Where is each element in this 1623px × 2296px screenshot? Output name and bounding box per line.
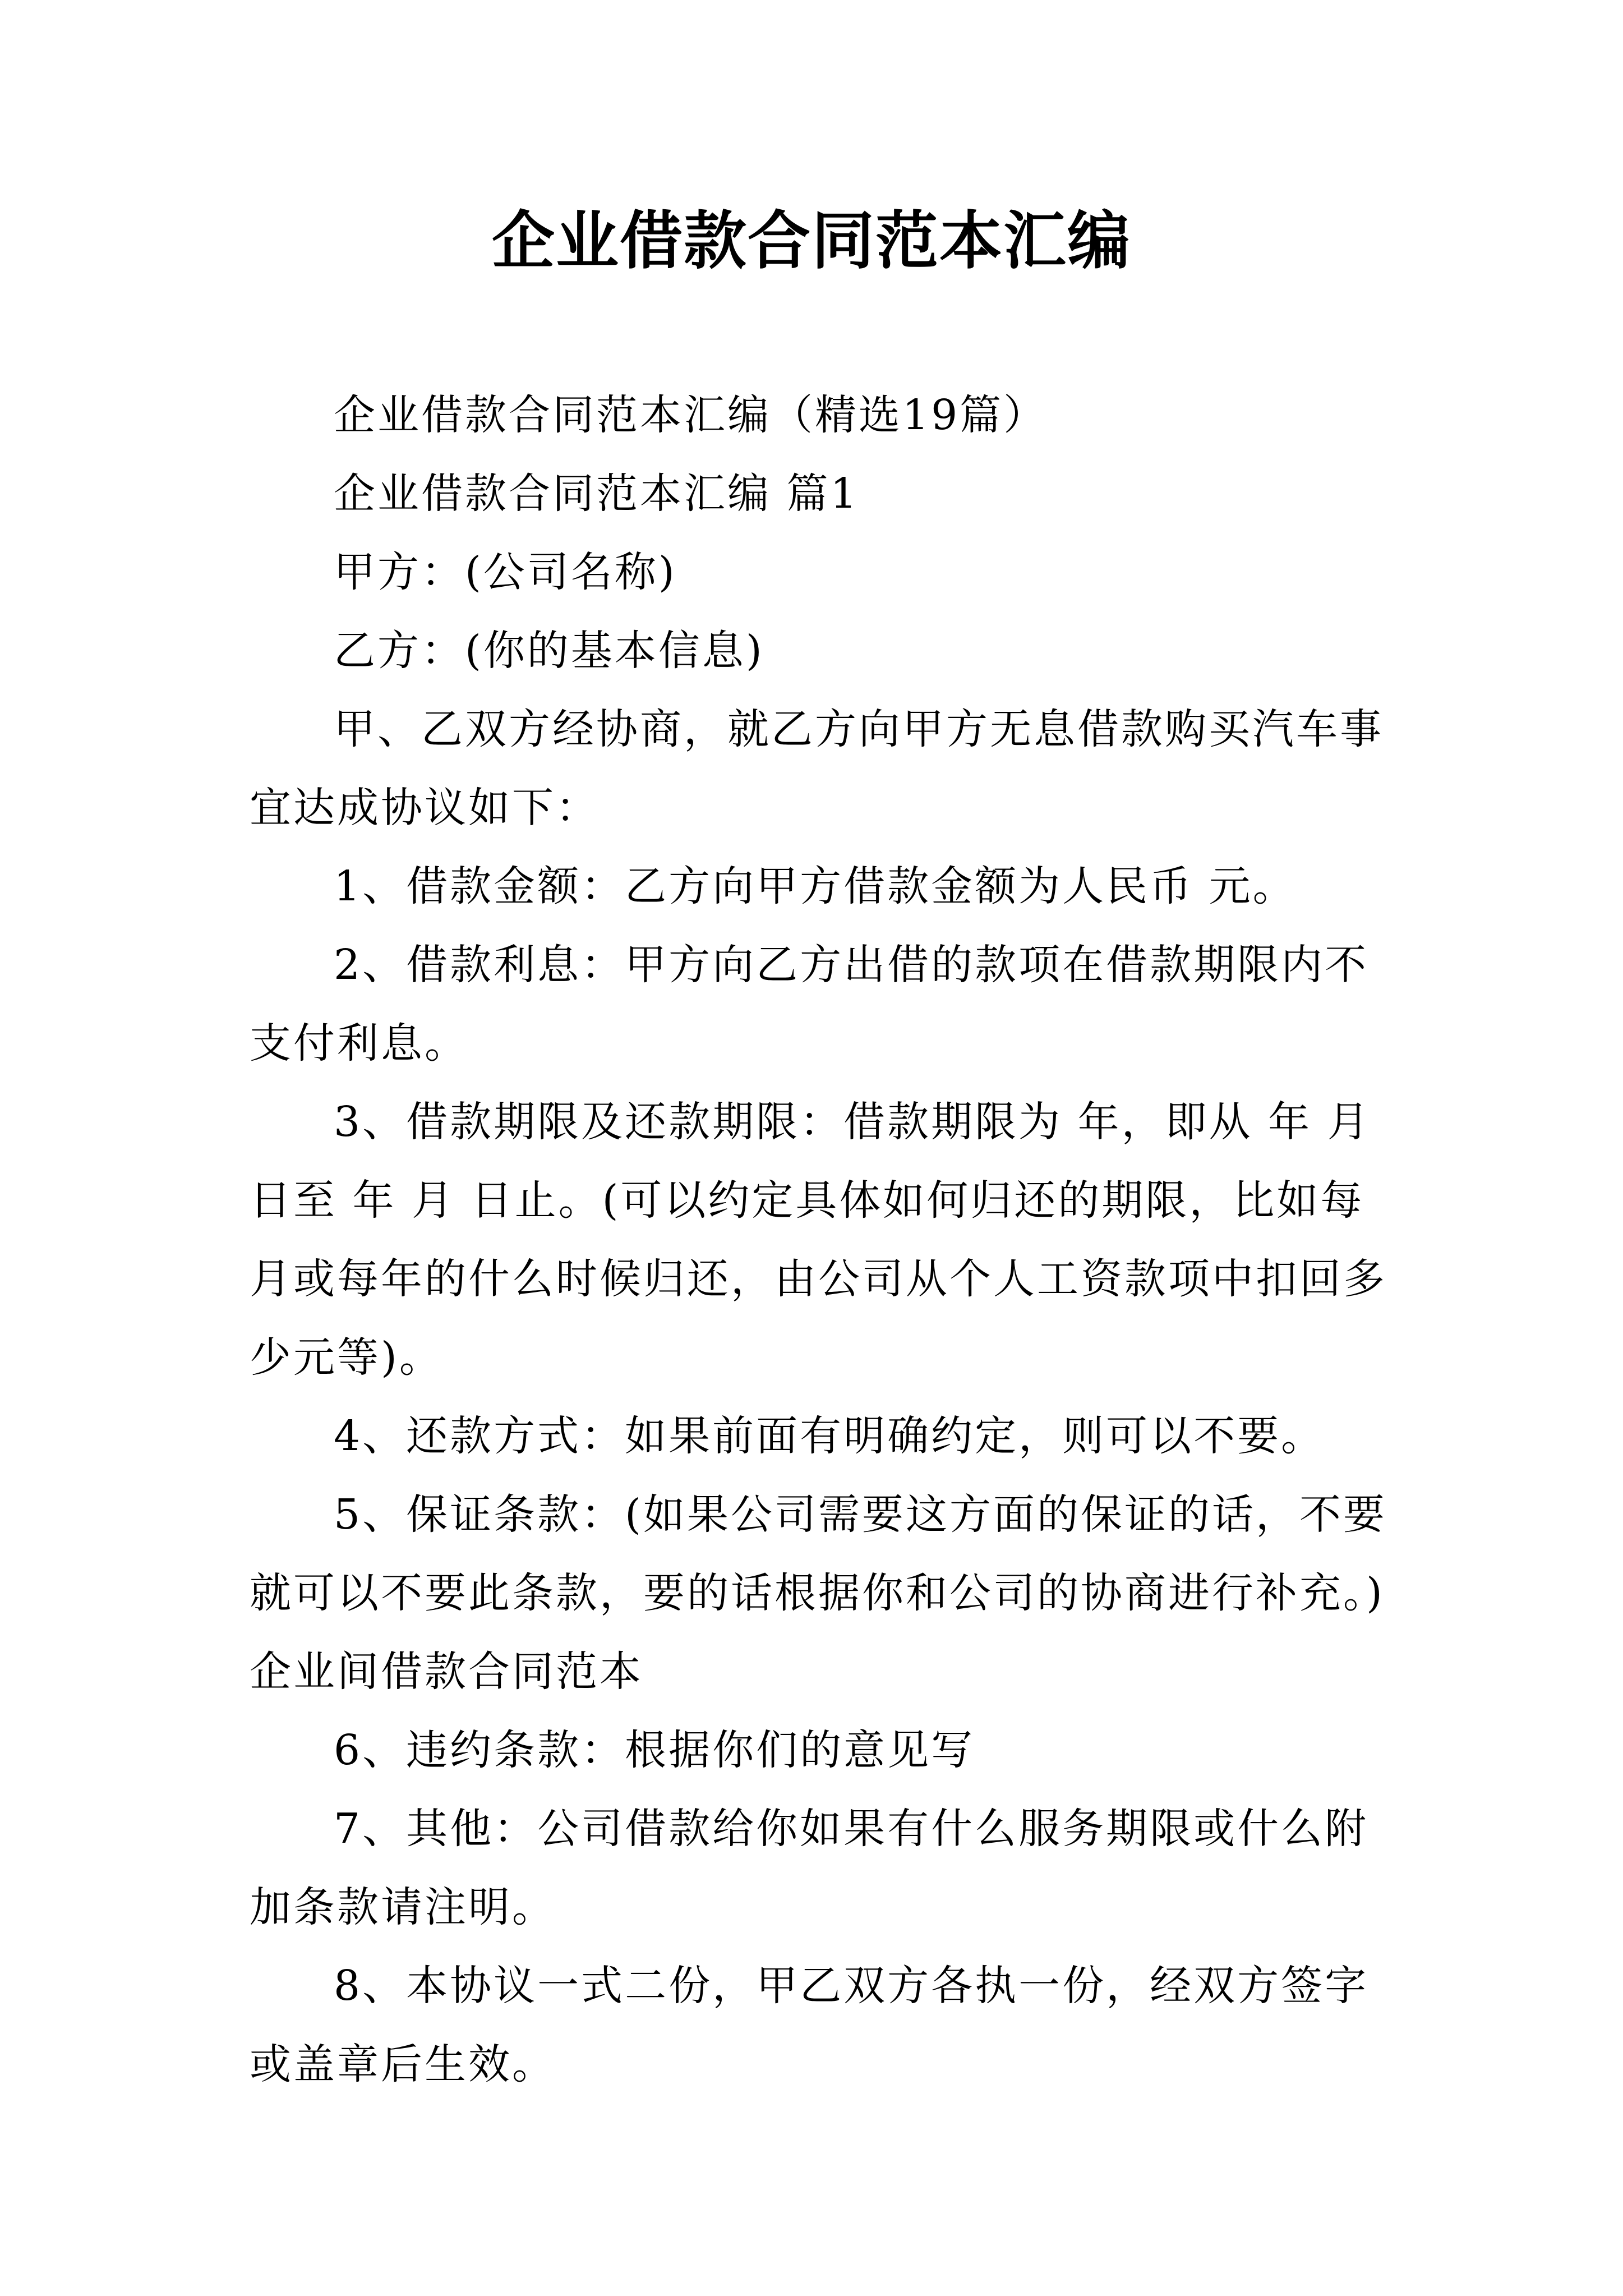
paragraph-clause-3: 3、借款期限及还款期限：借款期限为 年，即从 年 月 日至 年 月 日止。(可以约定具体如何归还的期限，比如每月或每年的什么时候归还，由公司从个人工资款项中扣回多少元等)。 [250, 1098, 1387, 1382]
paragraph-preamble: 甲、乙双方经协商，就乙方向甲方无息借款购买汽车事宜达成协议如下： [250, 705, 1384, 832]
paragraph-party-b: 乙方：(你的基本信息) [334, 627, 764, 675]
paragraph-inline-heading: 企业间借款合同范本 [250, 1648, 643, 1696]
paragraph-clause-1: 1、借款金额：乙方向甲方借款金额为人民币 元。 [334, 862, 1297, 910]
paragraph-clause-4: 4、还款方式：如果前面有明确约定，则可以不要。 [334, 1412, 1325, 1460]
paragraph-clause-2: 2、借款利息：甲方向乙方出借的款项在借款期限内不支付利息。 [250, 941, 1369, 1068]
paragraph-clause-8: 8、本协议一式二份，甲乙双方各执一份，经双方签字或盖章后生效。 [250, 1962, 1369, 2088]
paragraph-clause-5: 5、保证条款：(如果公司需要这方面的保证的话，不要就可以不要此条款，要的话根据你和公司的协商进行补充。) [250, 1490, 1387, 1617]
paragraph-clause-6: 6、违约条款：根据你们的意见写 [334, 1726, 975, 1774]
paragraph-clause-7: 7、其他：公司借款给你如果有什么服务期限或什么附加条款请注明。 [250, 1805, 1369, 1931]
document-title: 企业借款合同范本汇编 [492, 204, 1131, 278]
document-body [250, 376, 1394, 2104]
paragraph-subtitle: 企业借款合同范本汇编（精选19篇） [334, 391, 1048, 439]
paragraph-section-heading: 企业借款合同范本汇编 篇1 [334, 470, 859, 518]
paragraph-party-a: 甲方：(公司名称) [334, 548, 677, 596]
